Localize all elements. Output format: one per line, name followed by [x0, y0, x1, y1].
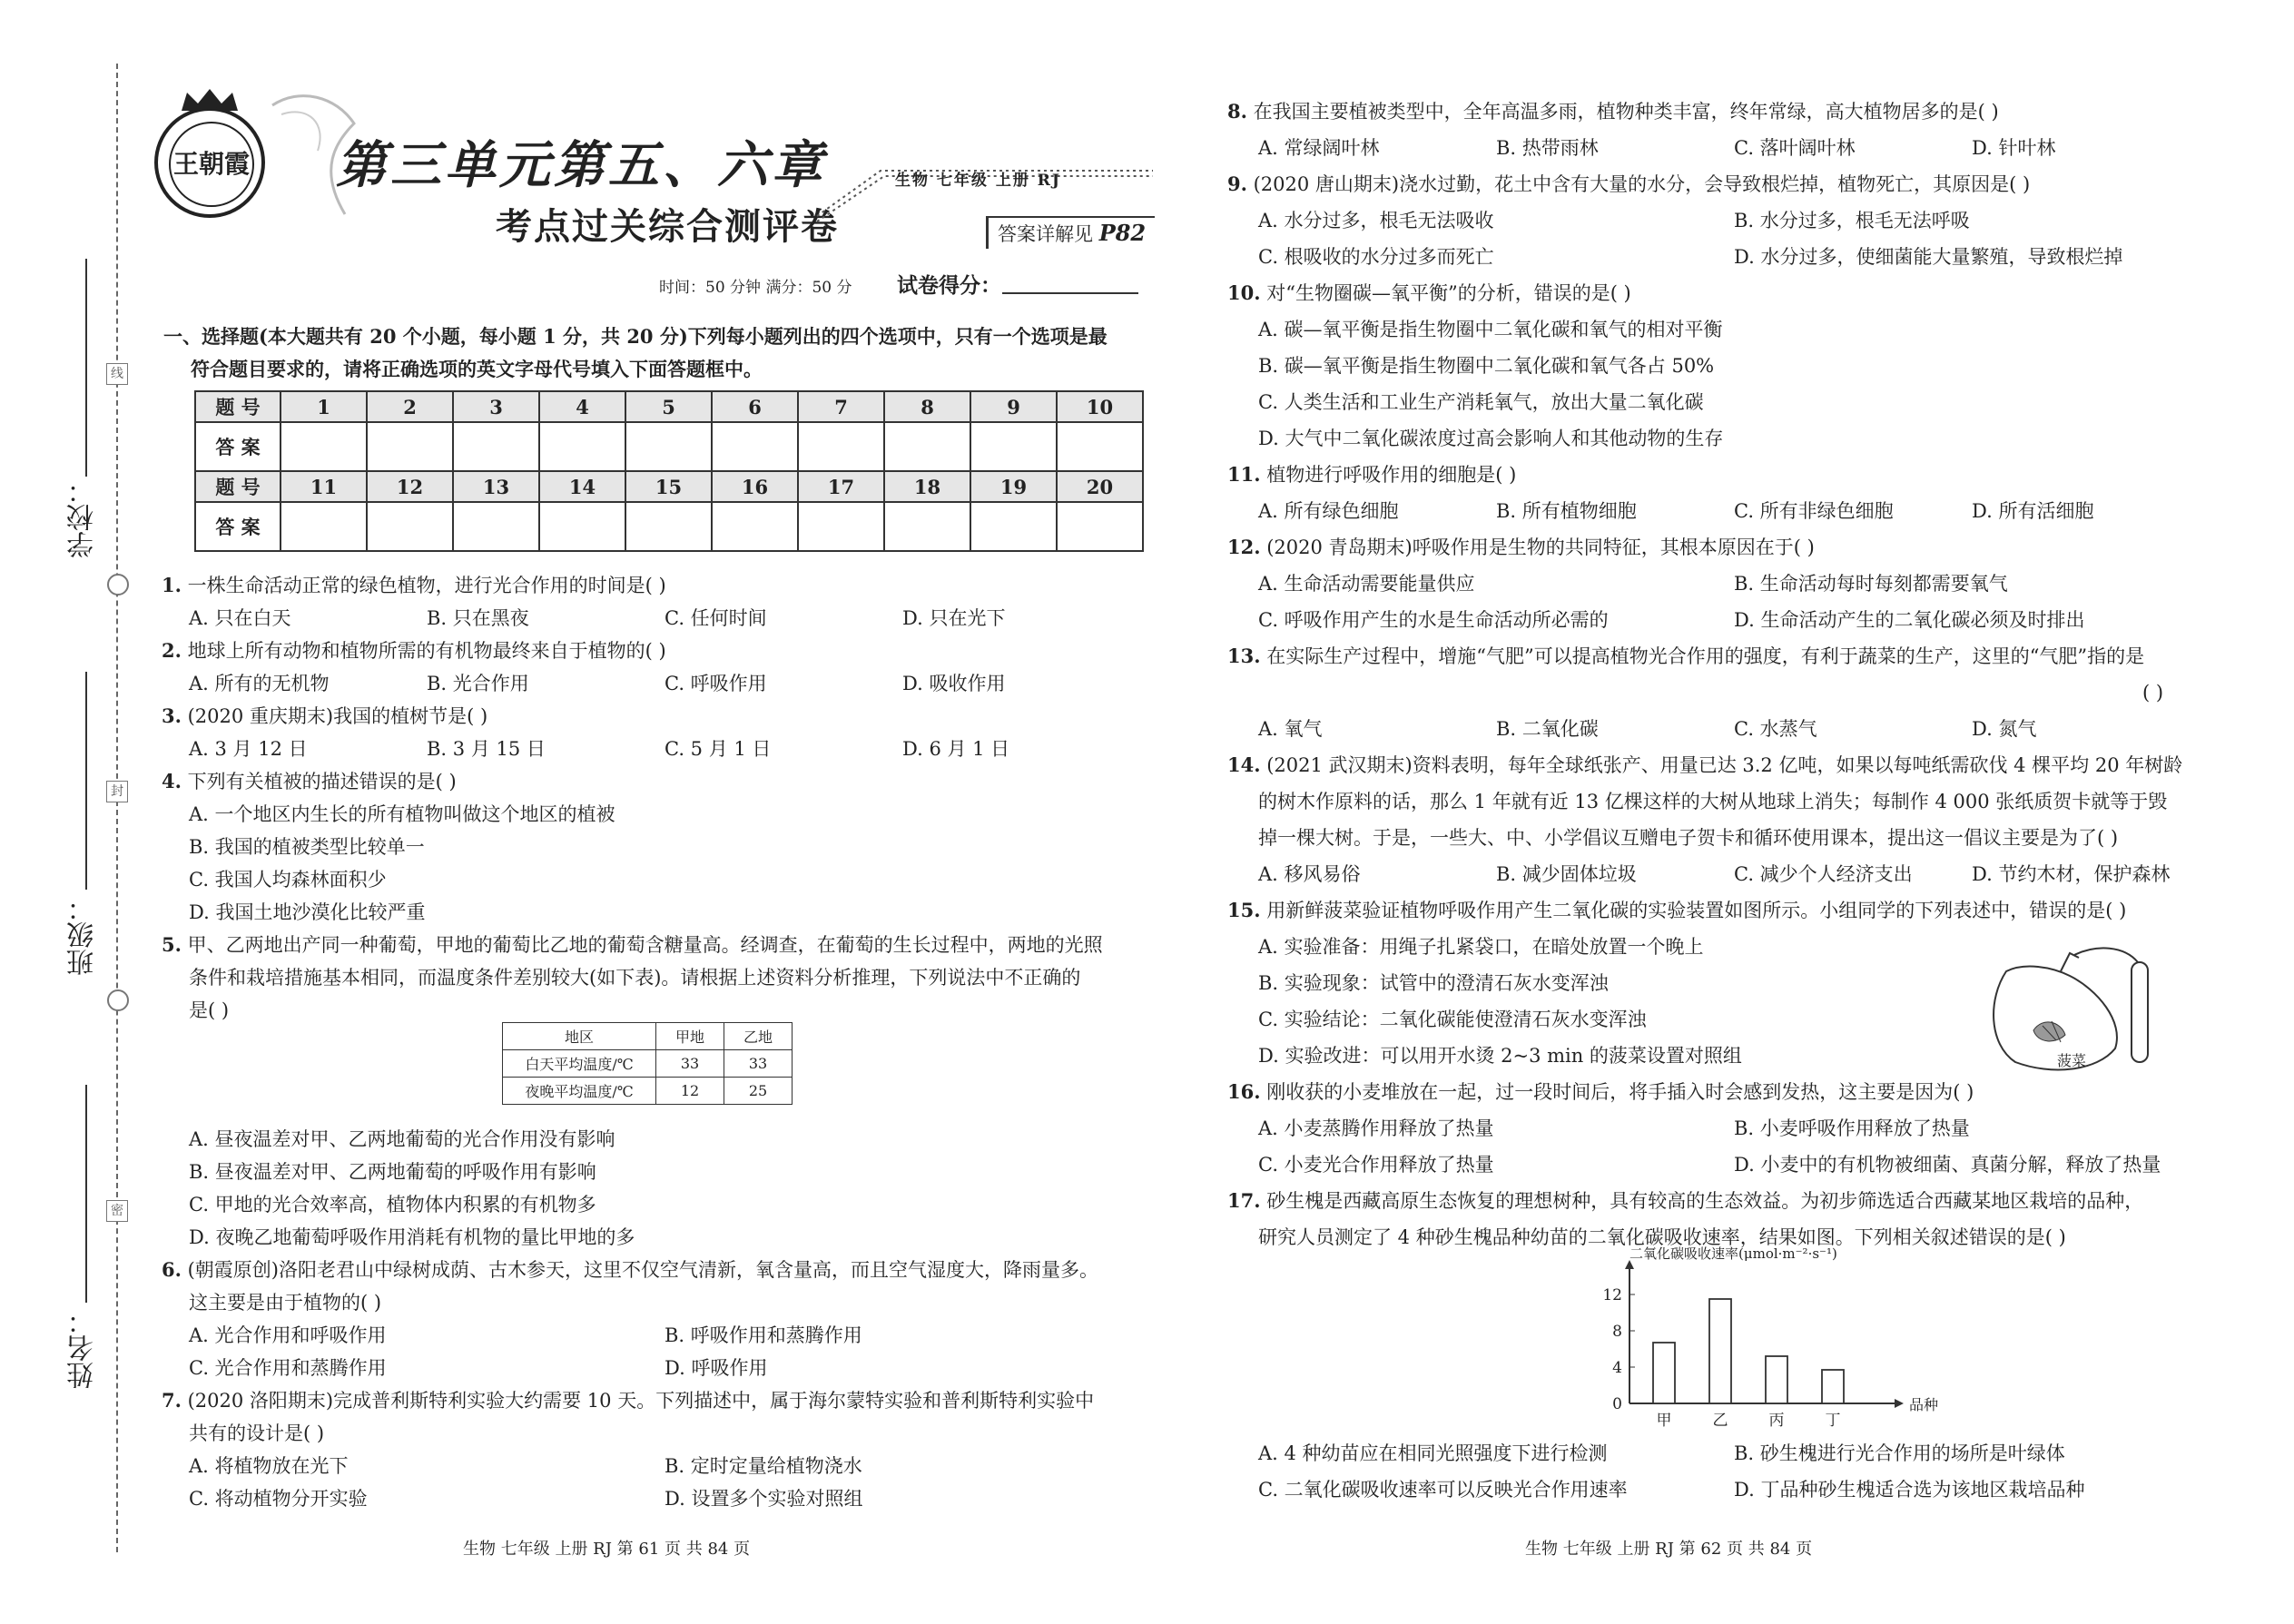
name-label: 姓名： [67, 1307, 99, 1389]
grid-a-label: 答 案 [195, 422, 281, 471]
temp-cell: 25 [724, 1078, 793, 1105]
grid-header-row-2 [195, 471, 1143, 502]
question-stem: 17. 砂生槐是西藏高原生态恢复的理想树种，具有较高的生态效益。为初步筛选适合西藏某地区栽培的品种， [1227, 1189, 2144, 1212]
question-number: 8. [1227, 100, 1247, 123]
answer-option: A. 水分过多，根毛无法吸收 [1258, 210, 1494, 231]
question-text-line: B. 碳—氧平衡是指生物圈中二氧化碳和氧气各占 50% [1258, 355, 1715, 377]
answer-option: D. 节约木材，保护森林 [1972, 863, 2171, 885]
question-stem: 15. 用新鲜菠菜验证植物呼吸作用产生二氧化碳的实验装置如图所示。小组同学的下列表述中，错误的是( ) [1227, 899, 2127, 921]
chart-bar [1822, 1370, 1844, 1403]
grid-qnum: 5 [625, 391, 712, 422]
answer-option: D. 小麦中的有机物被细菌、真菌分解，释放了热量 [1734, 1154, 2161, 1176]
question-number: 14. [1227, 753, 1261, 776]
question-stem: 5. 甲、乙两地出产同一种葡萄，甲地的葡萄比乙地的葡萄含糖量高。经调查，在葡萄的生长过程中，两地的光照 [162, 933, 1103, 956]
answer-option: C. 落叶阔叶林 [1734, 137, 1856, 159]
grid-qnum: 17 [798, 471, 884, 502]
question-text-line: D. 大气中二氧化碳浓度过高会影响人和其他动物的生存 [1258, 428, 1724, 449]
grid-qnum: 19 [970, 471, 1057, 502]
answer-option: A. 氧气 [1258, 718, 1323, 740]
question-number: 15. [1227, 899, 1261, 921]
name-blank[interactable] [85, 1085, 87, 1303]
answer-option: A. 3 月 12 日 [189, 738, 308, 760]
answer-option: B. 所有植物细胞 [1496, 500, 1637, 522]
question-text-line: 是( ) [189, 999, 230, 1021]
question-stem: 3. (2020 重庆期末)我国的植树节是( ) [162, 704, 488, 727]
temp-cell: 夜晚平均温度/℃ [503, 1078, 656, 1105]
answer-option: C. 减少个人经济支出 [1734, 863, 1913, 885]
question-text-line: A. 一个地区内生长的所有植物叫做这个地区的植被 [189, 803, 615, 825]
temp-cell: 地区 [503, 1023, 656, 1050]
question-number: 5. [162, 933, 182, 956]
grid-qnum: 2 [367, 391, 453, 422]
chart-bar [1709, 1299, 1731, 1403]
answer-cell[interactable] [970, 422, 1057, 471]
answer-cell[interactable] [367, 422, 453, 471]
grid-qnum: 20 [1057, 471, 1143, 502]
answer-option: B. 呼吸作用和蒸腾作用 [665, 1324, 862, 1346]
answer-option: D. 设置多个实验对照组 [665, 1488, 863, 1510]
question-stem: 11. 植物进行呼吸作用的细胞是( ) [1227, 463, 1517, 486]
answer-option: B. 光合作用 [427, 673, 529, 694]
grid-qnum: 16 [712, 471, 798, 502]
temp-table-row [503, 1078, 793, 1105]
chart-x-tick-label: 丁 [1825, 1412, 1841, 1430]
school-blank[interactable] [85, 259, 87, 477]
answer-option: D. 呼吸作用 [665, 1357, 768, 1379]
grid-qnum: 4 [539, 391, 625, 422]
page-subtitle: 考点过关综合测评卷 [496, 205, 839, 248]
answer-option: B. 热带雨林 [1496, 137, 1599, 159]
answer-cell[interactable] [539, 422, 625, 471]
answer-option: D. 6 月 1 日 [902, 738, 1010, 760]
question-number: 17. [1227, 1189, 1261, 1212]
chart-x-axis-label: 品种 [1909, 1396, 1939, 1413]
question-text-line: 共有的设计是( ) [189, 1422, 325, 1444]
question-number: 9. [1227, 172, 1247, 195]
question-text-line: ( ) [2142, 682, 2164, 704]
question-text-line: 掉一棵大树。于是，一些大、中、小学倡议互赠电子贺卡和循环使用课本，提出这一倡议主要是为了( ) [1258, 827, 2119, 849]
answer-cell[interactable] [453, 502, 539, 551]
answer-option: B. 只在黑夜 [427, 607, 529, 629]
grid-q-label: 题 号 [195, 391, 281, 422]
question-text-line: D. 我国土地沙漠化比较严重 [189, 901, 426, 923]
brand-logo [154, 107, 265, 218]
grid-a-label: 答 案 [195, 502, 281, 551]
x-axis-arrow-icon [1895, 1399, 1904, 1408]
answer-option: B. 二氧化碳 [1496, 718, 1599, 740]
chart-x-tick-label: 乙 [1712, 1412, 1728, 1430]
chart-y-tick-label: 12 [1602, 1286, 1622, 1304]
temp-table-header [503, 1023, 793, 1050]
logo-text: 王朝霞 [169, 122, 254, 207]
question-text-line: B. 昼夜温差对甲、乙两地葡萄的呼吸作用有影响 [189, 1161, 596, 1183]
answer-cell[interactable] [712, 502, 798, 551]
question-stem: 12. (2020 青岛期末)呼吸作用是生物的共同特征，其根本原因在于( ) [1227, 536, 1815, 558]
answer-option: B. 生命活动每时每刻都需要氧气 [1734, 573, 2008, 595]
answer-option: C. 将动植物分开实验 [189, 1488, 368, 1510]
answer-option: C. 二氧化碳吸收速率可以反映光合作用速率 [1258, 1479, 1628, 1501]
answer-cell[interactable] [884, 422, 970, 471]
temp-cell: 33 [724, 1050, 793, 1078]
question-stem: 14. (2021 武汉期末)资料表明，每年全球纸张产、用量已达 3.2 亿吨，如果以每吨纸需砍伐 4 棵平均 20 年树龄 [1227, 753, 2183, 776]
answer-option: C. 5 月 1 日 [665, 738, 772, 760]
temp-cell: 33 [656, 1050, 724, 1078]
question-number: 11. [1227, 463, 1261, 486]
answer-option: A. 只在白天 [189, 607, 291, 629]
question-text-line: 的树木作原料的话，那么 1 年就有近 13 亿棵这样的大树从地球上消失；每制作 4 000 张纸质贺卡就等于毁 [1258, 791, 2168, 812]
school-label: 学校： [67, 477, 99, 558]
answer-cell[interactable] [453, 422, 539, 471]
answer-cell[interactable] [367, 502, 453, 551]
question-number: 12. [1227, 536, 1261, 558]
grid-qnum: 10 [1057, 391, 1143, 422]
chart-x-tick-label: 甲 [1656, 1412, 1672, 1430]
question-text-line: B. 实验现象：试管中的澄清石灰水变浑浊 [1258, 972, 1609, 994]
answer-ref-page: P82 [1098, 220, 1147, 246]
answer-option: A. 光合作用和呼吸作用 [189, 1324, 387, 1346]
time-info: 时间：50 分钟 满分：50 分 [659, 279, 852, 297]
temp-cell: 乙地 [724, 1023, 793, 1050]
answer-option: D. 所有活细胞 [1972, 500, 2094, 522]
temp-cell: 12 [656, 1078, 724, 1105]
answer-option: C. 呼吸作用 [665, 673, 767, 694]
question-stem: 13. 在实际生产过程中，增施“气肥”可以提高植物光合作用的强度，有利于蔬菜的生产，这里的“气肥”指的是 [1227, 645, 2145, 667]
answer-cell[interactable] [1057, 502, 1143, 551]
answer-cell[interactable] [798, 502, 884, 551]
answer-cell[interactable] [281, 502, 367, 551]
question-number: 13. [1227, 645, 1261, 667]
answer-option: C. 光合作用和蒸腾作用 [189, 1357, 387, 1379]
answer-cell[interactable] [970, 502, 1057, 551]
score-field[interactable] [1002, 292, 1138, 294]
question-text-line: C. 人类生活和工业生产消耗氧气，放出大量二氧化碳 [1258, 391, 1704, 413]
grid-answer-row-2 [195, 502, 1143, 551]
question-text-line: C. 我国人均森林面积少 [189, 869, 387, 891]
chart-bar [1653, 1343, 1675, 1403]
question-number: 6. [162, 1258, 182, 1281]
answer-option: A. 所有的无机物 [189, 673, 330, 694]
answer-option: B. 水分过多，根毛无法呼吸 [1734, 210, 1970, 231]
answer-cell[interactable] [712, 422, 798, 471]
question-text-line: C. 甲地的光合效率高，植物体内积累的有机物多 [189, 1194, 596, 1216]
question-stem: 2. 地球上所有动物和植物所需的有机物最终来自于植物的( ) [162, 639, 666, 662]
answer-option: A. 所有绿色细胞 [1258, 500, 1399, 522]
footer-right: 生物 七年级 上册 RJ 第 62 页 共 84 页 [1525, 1540, 1813, 1559]
answer-option: D. 氮气 [1972, 718, 2037, 740]
grid-qnum: 12 [367, 471, 453, 502]
answer-option: D. 针叶林 [1972, 137, 2056, 159]
answer-cell[interactable] [1057, 422, 1143, 471]
question-number: 16. [1227, 1080, 1261, 1103]
chart-y-axis-label: 二氧化碳吸收速率(μmol·m⁻²·s⁻¹) [1629, 1245, 1837, 1262]
answer-cell[interactable] [884, 502, 970, 551]
question-number: 3. [162, 704, 182, 727]
class-blank[interactable] [85, 672, 87, 890]
answer-option: B. 减少固体垃圾 [1496, 863, 1637, 885]
grid-qnum: 11 [281, 471, 367, 502]
answer-option: C. 小麦光合作用释放了热量 [1258, 1154, 1494, 1176]
class-label: 班级： [67, 894, 99, 976]
temp-cell: 白天平均温度/℃ [503, 1050, 656, 1078]
answer-option: A. 常绿阔叶林 [1258, 137, 1380, 159]
temperature-table [502, 1022, 793, 1105]
answer-option: B. 小麦呼吸作用释放了热量 [1734, 1117, 1970, 1139]
binding-mark-feng: 封 [106, 781, 128, 802]
chart-y-tick-label: 4 [1612, 1359, 1622, 1377]
grid-qnum: 3 [453, 391, 539, 422]
chart-y-tick-label: 0 [1612, 1395, 1622, 1413]
question-number: 7. [162, 1389, 182, 1412]
answer-option: C. 所有非绿色细胞 [1734, 500, 1894, 522]
co2-absorption-bar-chart [1561, 1245, 1939, 1432]
temp-cell: 甲地 [656, 1023, 724, 1050]
grid-qnum: 14 [539, 471, 625, 502]
question-number: 4. [162, 770, 182, 792]
grid-answer-row-1 [195, 422, 1143, 471]
question-stem: 8. 在我国主要植被类型中，全年高温多雨，植物种类丰富，终年常绿，高大植物居多的是( ) [1227, 100, 1999, 123]
answer-option: C. 任何时间 [665, 607, 767, 629]
grid-qnum: 8 [884, 391, 970, 422]
temp-table-row [503, 1050, 793, 1078]
answer-option: D. 生命活动产生的二氧化碳必须及时排出 [1734, 609, 2085, 631]
footer-left: 生物 七年级 上册 RJ 第 61 页 共 84 页 [463, 1540, 751, 1559]
answer-option: D. 丁品种砂生槐适合选为该地区栽培品种 [1734, 1479, 2085, 1501]
section-instruction-line2: 符合题目要求的，请将正确选项的英文字母代号填入下面答题框中。 [191, 358, 763, 380]
grid-qnum: 6 [712, 391, 798, 422]
chart-y-tick-label: 8 [1612, 1323, 1622, 1341]
question-text-line: C. 实验结论：二氧化碳能使澄清石灰水变浑浊 [1258, 1009, 1647, 1030]
binding-hole-icon [107, 989, 129, 1011]
grid-qnum: 15 [625, 471, 712, 502]
question-text-line: 这主要是由于植物的( ) [189, 1292, 382, 1314]
question-stem: 4. 下列有关植被的描述错误的是( ) [162, 770, 457, 792]
subject-tag: 生物 七年级 上册 RJ [895, 172, 1061, 190]
grid-qnum: 13 [453, 471, 539, 502]
question-stem: 9. (2020 唐山期末)浇水过勤，花土中含有大量的水分，会导致根烂掉，植物死亡，其原因是( ) [1227, 172, 2031, 195]
answer-cell[interactable] [539, 502, 625, 551]
answer-option: C. 根吸收的水分过多而死亡 [1258, 246, 1494, 268]
answer-option: A. 将植物放在光下 [189, 1455, 349, 1477]
answer-option: B. 3 月 15 日 [427, 738, 546, 760]
answer-reference [986, 216, 1155, 249]
binding-hole-icon [107, 574, 129, 595]
answer-option: C. 水蒸气 [1734, 718, 1817, 740]
grid-qnum: 1 [281, 391, 367, 422]
answer-option: D. 水分过多，使细菌能大量繁殖，导致根烂掉 [1734, 246, 2123, 268]
score-label: 试卷得分： [897, 273, 1001, 298]
question-text-line: 研究人员测定了 4 种砂生槐品种幼苗的二氧化碳吸收速率，结果如图。下列相关叙述错误的是( ) [1258, 1226, 2066, 1248]
answer-cell[interactable] [281, 422, 367, 471]
question-text-line: A. 实验准备：用绳子扎紧袋口，在暗处放置一个晚上 [1258, 936, 1704, 958]
spinach-label: 菠菜 [2057, 1052, 2087, 1069]
answer-option: D. 吸收作用 [902, 673, 1006, 694]
answer-cell[interactable] [798, 422, 884, 471]
chart-bar [1766, 1356, 1787, 1403]
grid-header-row-1 [195, 391, 1143, 422]
question-text-line: D. 实验改进：可以用开水烫 2~3 min 的菠菜设置对照组 [1258, 1045, 1742, 1067]
question-number: 2. [162, 639, 182, 662]
answer-option: C. 呼吸作用产生的水是生命活动所必需的 [1258, 609, 1609, 631]
chart-x-tick-label: 丙 [1768, 1412, 1785, 1430]
answer-cell[interactable] [625, 502, 712, 551]
answer-grid [194, 390, 1144, 552]
question-stem: 1. 一株生命活动正常的绿色植物，进行光合作用的时间是( ) [162, 574, 666, 596]
answer-option: A. 小麦蒸腾作用释放了热量 [1258, 1117, 1494, 1139]
question-number: 1. [162, 574, 182, 596]
answer-option: D. 只在光下 [902, 607, 1006, 629]
question-text-line: B. 我国的植被类型比较单一 [189, 836, 425, 858]
grid-qnum: 7 [798, 391, 884, 422]
page-title: 第三单元第五、六章 [336, 136, 826, 195]
answer-option: A. 4 种幼苗应在相同光照强度下进行检测 [1258, 1442, 1608, 1464]
question-stem: 7. (2020 洛阳期末)完成普利斯特利实验大约需要 10 天。下列描述中，属于海尔蒙特实验和普利斯特利实验中 [162, 1389, 1095, 1412]
binding-mark-xian: 线 [106, 363, 128, 385]
grid-qnum: 18 [884, 471, 970, 502]
question-text-line: 条件和栽培措施基本相同，而温度条件差别较大(如下表)。请根据上述资料分析推理，下列说法中不正确的 [189, 967, 1081, 989]
binding-dashed-line [116, 64, 118, 1552]
question-stem: 6. (朝霞原创)洛阳老君山中绿树成荫、古木参天，这里不仅空气清新，氧含量高，而且空气湿度大，降雨量多。 [162, 1258, 1098, 1281]
question-stem: 16. 刚收获的小麦堆放在一起，过一段时间后，将手插入时会感到发热，这主要是因为( ) [1227, 1080, 1974, 1103]
answer-option: B. 定时定量给植物浇水 [665, 1455, 862, 1477]
answer-option: B. 砂生槐进行光合作用的场所是叶绿体 [1734, 1442, 2065, 1464]
answer-ref-label: 答案详解见 [998, 223, 1093, 245]
section-instruction-line1: 一、选择题(本大题共有 20 个小题，每小题 1 分，共 20 分)下列每小题列出的四个选项中，只有一个选项是最 [163, 325, 1108, 348]
question-text-line: A. 碳—氧平衡是指生物圈中二氧化碳和氧气的相对平衡 [1258, 319, 1723, 340]
binding-mark-mi: 密 [106, 1200, 128, 1222]
question-text-line: A. 昼夜温差对甲、乙两地葡萄的光合作用没有影响 [189, 1128, 615, 1150]
question-number: 10. [1227, 281, 1261, 304]
question-stem: 10. 对“生物圈碳—氧平衡”的分析，错误的是( ) [1227, 281, 1631, 304]
grid-q-label: 题 号 [195, 471, 281, 502]
answer-cell[interactable] [625, 422, 712, 471]
grid-qnum: 9 [970, 391, 1057, 422]
question-text-line: D. 夜晚乙地葡萄呼吸作用消耗有机物的量比甲地的多 [189, 1226, 635, 1248]
answer-option: A. 生命活动需要能量供应 [1258, 573, 1475, 595]
answer-option: A. 移风易俗 [1258, 863, 1361, 885]
